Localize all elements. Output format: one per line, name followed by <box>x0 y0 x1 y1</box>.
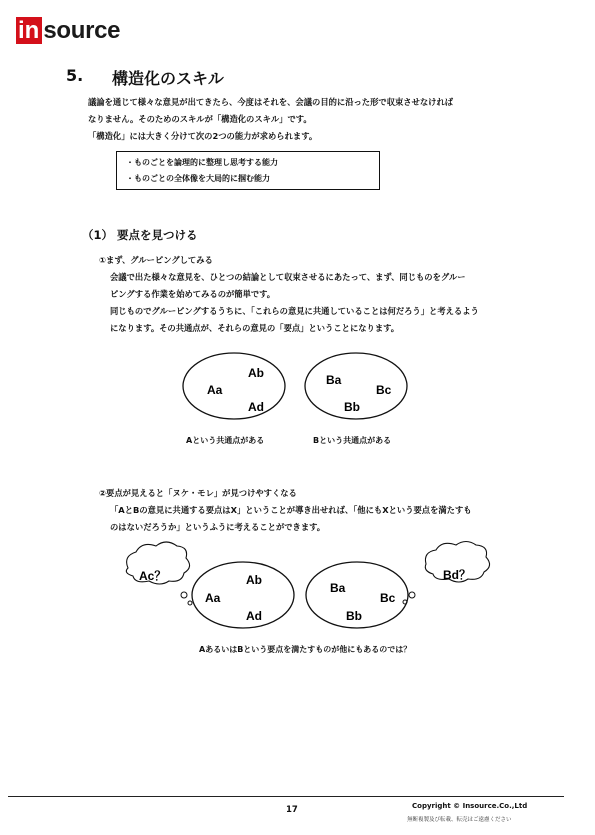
step2-line-2: のはないだろうか」というふうに考えることができます。 <box>110 522 326 532</box>
copyright-note: 無断複製及び転載、転売はご遠慮ください <box>407 817 512 823</box>
ability-item-1: ・ものごとを論理的に整理し思考する能力 <box>126 158 278 167</box>
thought-bd: Bd？ <box>443 568 471 582</box>
intro-line-3: 「構造化」には大きく分けて次の2つの能力が求められます。 <box>88 131 318 141</box>
step1-line-3: 同じものでグルーピングするうちに、「これらの意見に共通していることは何だろう」と考えるよう <box>110 306 479 316</box>
step1-line-4: になります。その共通点が、それらの意見の「要点」ということになります。 <box>110 323 400 333</box>
opinion-ab: Ab <box>248 366 264 380</box>
opinion-ab: Ab <box>246 573 262 587</box>
opinion-ad: Ad <box>246 609 262 623</box>
intro-line-2: なりません。そのためのスキルが「構造化のスキル」です。 <box>88 114 312 124</box>
logo-wordmark: source <box>43 17 121 44</box>
thought-bubble-dot <box>409 592 415 598</box>
thought-ac: Ac？ <box>139 569 167 583</box>
step1-line-1: 会議で出た様々な意見を、ひとつの結論として収束させるにあたって、まず、同じものをグルー <box>110 272 466 282</box>
step2-heading: ②要点が見えると「ヌケ・モレ」が見つけやすくなる <box>99 488 297 498</box>
opinion-ad: Ad <box>248 400 264 414</box>
thought-bubble-dot <box>188 601 192 605</box>
opinion-ba: Ba <box>330 581 346 595</box>
opinion-bb: Bb <box>346 609 362 623</box>
step1-heading: ①まず、グルーピングしてみる <box>99 255 213 265</box>
page-number: 17 <box>286 805 298 815</box>
intro-line-1: 議論を通じて様々な意見が出てきたら、今度はそれを、会議の目的に沿った形で収束させなければ <box>88 97 454 107</box>
thought-bubble-dot <box>181 592 187 598</box>
diagram2-caption: AあるいはBという要点を満たすものが他にもあるのでは？ <box>199 645 412 654</box>
opinion-bc: Bc <box>380 591 396 605</box>
opinion-bc: Bc <box>376 383 392 397</box>
opinion-aa: Aa <box>207 383 223 397</box>
caption-b: Bという共通点がある <box>313 436 392 445</box>
subsection-title: （1） 要点を見つける <box>82 228 198 242</box>
ability-item-2: ・ものごとの全体像を大局的に掴む能力 <box>126 174 270 183</box>
opinion-ba: Ba <box>326 373 342 387</box>
step1-line-2: ピングする作業を始めてみるのが簡単です。 <box>110 289 276 299</box>
section-number: 5. <box>66 66 84 85</box>
caption-a: Aという共通点がある <box>186 436 265 445</box>
section-title: 構造化のスキル <box>112 69 224 88</box>
footer-divider <box>8 796 564 797</box>
opinion-bb: Bb <box>344 400 360 414</box>
step2-line-1: 「AとBの意見に共通する要点はX」ということが導き出せれば、「他にもXという要点を満たすも <box>110 505 472 515</box>
opinion-aa: Aa <box>205 591 221 605</box>
logo-in-mark: in <box>16 17 42 44</box>
copyright: Copyright © Insource.Co.,Ltd <box>412 802 528 810</box>
